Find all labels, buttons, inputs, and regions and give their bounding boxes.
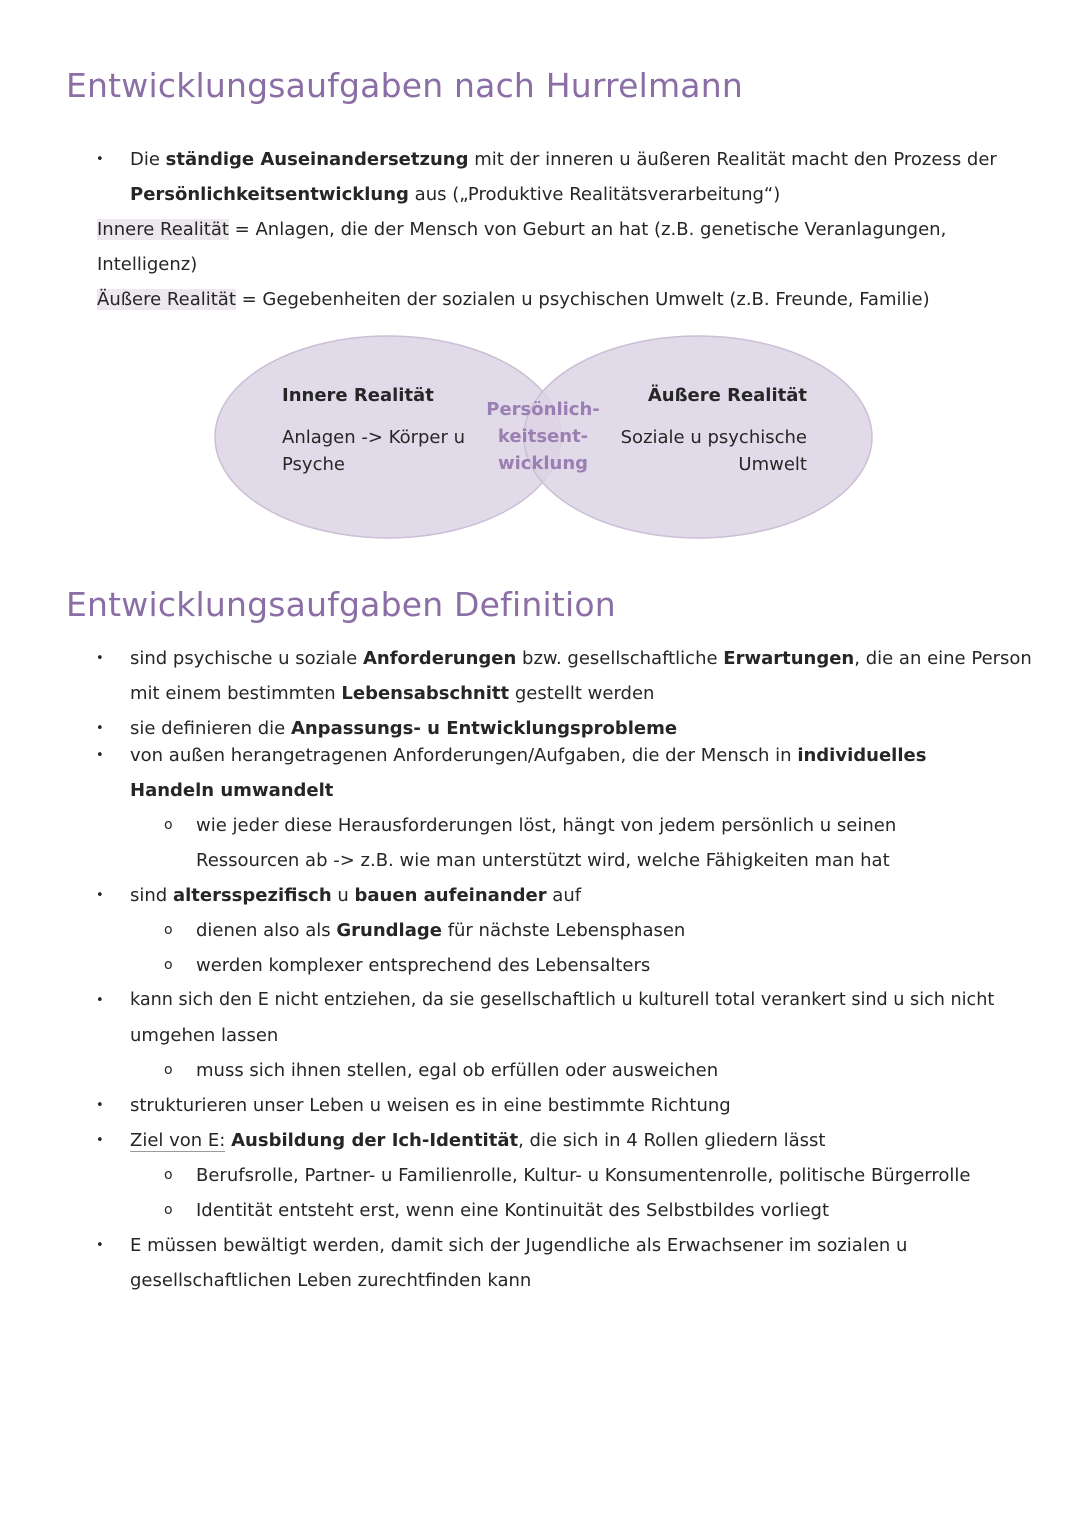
- list-item-cont: umgehen lassen: [130, 1025, 279, 1046]
- venn-outer-text: Umwelt: [738, 454, 807, 475]
- venn-overlap-label: Persönlich-: [486, 399, 600, 420]
- inner-reality-definition: Innere Realität = Anlagen, die der Mensch von Geburt an hat (z.B. genetische Veranlagungen,: [97, 219, 947, 240]
- sub-list-item: werden komplexer entsprechend des Lebensalters: [196, 955, 651, 976]
- inner-reality-definition-cont: Intelligenz): [97, 254, 198, 275]
- section-title-definition: Entwicklungsaufgaben Definition: [66, 585, 616, 624]
- venn-overlap-label: keitsent-: [497, 426, 589, 447]
- list-item: E müssen bewältigt werden, damit sich der Jugendliche als Erwachsener im sozialen u: [130, 1235, 908, 1256]
- list-item: sind altersspezifisch u bauen aufeinander auf: [130, 885, 582, 906]
- section-title-hurrelmann: Entwicklungsaufgaben nach Hurrelmann: [66, 66, 743, 105]
- list-item: sie definieren die Anpassungs- u Entwicklungsprobleme: [130, 718, 678, 739]
- sub-bullet: o: [164, 817, 173, 833]
- list-item: kann sich den E nicht entziehen, da sie gesellschaftlich u kulturell total verankert sind u sich nicht: [130, 990, 995, 1010]
- bullet-dot: •: [96, 1133, 104, 1148]
- goal-label: Ziel von E:: [130, 1130, 226, 1151]
- list-item: Ziel von E: Ausbildung der Ich-Identität, die sich in 4 Rollen gliedern lässt: [130, 1130, 826, 1151]
- venn-inner-title: Innere Realität: [282, 385, 434, 406]
- bullet-dot: •: [96, 748, 104, 763]
- venn-outer-text: Soziale u psychische: [620, 427, 807, 448]
- inner-reality-term: Innere Realität: [97, 219, 229, 240]
- bullet-dot: •: [96, 721, 104, 736]
- sub-list-item: Berufsrolle, Partner- u Familienrolle, Kultur- u Konsumentenrolle, politische Bürgerrolle: [196, 1165, 971, 1186]
- outer-reality-definition: Äußere Realität = Gegebenheiten der sozialen u psychischen Umwelt (z.B. Freunde, Familie): [97, 289, 930, 310]
- paragraph-line: Die ständige Auseinandersetzung mit der inneren u äußeren Realität macht den Prozess der: [130, 149, 997, 170]
- sub-list-item: dienen also als Grundlage für nächste Lebensphasen: [196, 920, 686, 941]
- paragraph-line: Persönlichkeitsentwicklung aus („Produktive Realitätsverarbeitung“): [130, 184, 781, 205]
- list-item: sind psychische u soziale Anforderungen bzw. gesellschaftliche Erwartungen, die an eine Person: [130, 648, 1032, 669]
- list-item-cont: mit einem bestimmten Lebensabschnitt gestellt werden: [130, 683, 655, 704]
- sub-list-item: wie jeder diese Herausforderungen löst, hängt von jedem persönlich u seinen: [196, 815, 897, 836]
- bullet-dot: •: [96, 1098, 104, 1113]
- bullet-dot: •: [96, 888, 104, 903]
- outer-reality-term: Äußere Realität: [97, 289, 236, 310]
- bullet-dot: •: [96, 651, 104, 666]
- sub-bullet: o: [164, 957, 173, 973]
- sub-bullet: o: [164, 1167, 173, 1183]
- venn-inner-text: Anlagen -> Körper u: [282, 427, 466, 448]
- venn-overlap-label: wicklung: [497, 453, 589, 474]
- list-item-cont: Handeln umwandelt: [130, 780, 334, 801]
- sub-bullet: o: [164, 922, 173, 938]
- list-item-cont: gesellschaftlichen Leben zurechtfinden kann: [130, 1270, 532, 1291]
- sub-bullet: o: [164, 1062, 173, 1078]
- bullet-dot: •: [96, 152, 104, 167]
- venn-inner-text: Psyche: [282, 454, 345, 475]
- bullet-dot: •: [96, 1238, 104, 1253]
- sub-bullet: o: [164, 1202, 173, 1218]
- sub-list-item-cont: Ressourcen ab -> z.B. wie man unterstützt wird, welche Fähigkeiten man hat: [196, 850, 890, 871]
- bullet-dot: •: [96, 993, 104, 1008]
- sub-list-item: Identität entsteht erst, wenn eine Kontinuität des Selbstbildes vorliegt: [196, 1200, 830, 1221]
- venn-outer-title: Äußere Realität: [647, 385, 807, 406]
- list-item: strukturieren unser Leben u weisen es in eine bestimmte Richtung: [130, 1095, 731, 1116]
- list-item: von außen herangetragenen Anforderungen/Aufgaben, die der Mensch in individuelles: [130, 745, 927, 766]
- sub-list-item: muss sich ihnen stellen, egal ob erfüllen oder ausweichen: [196, 1060, 719, 1081]
